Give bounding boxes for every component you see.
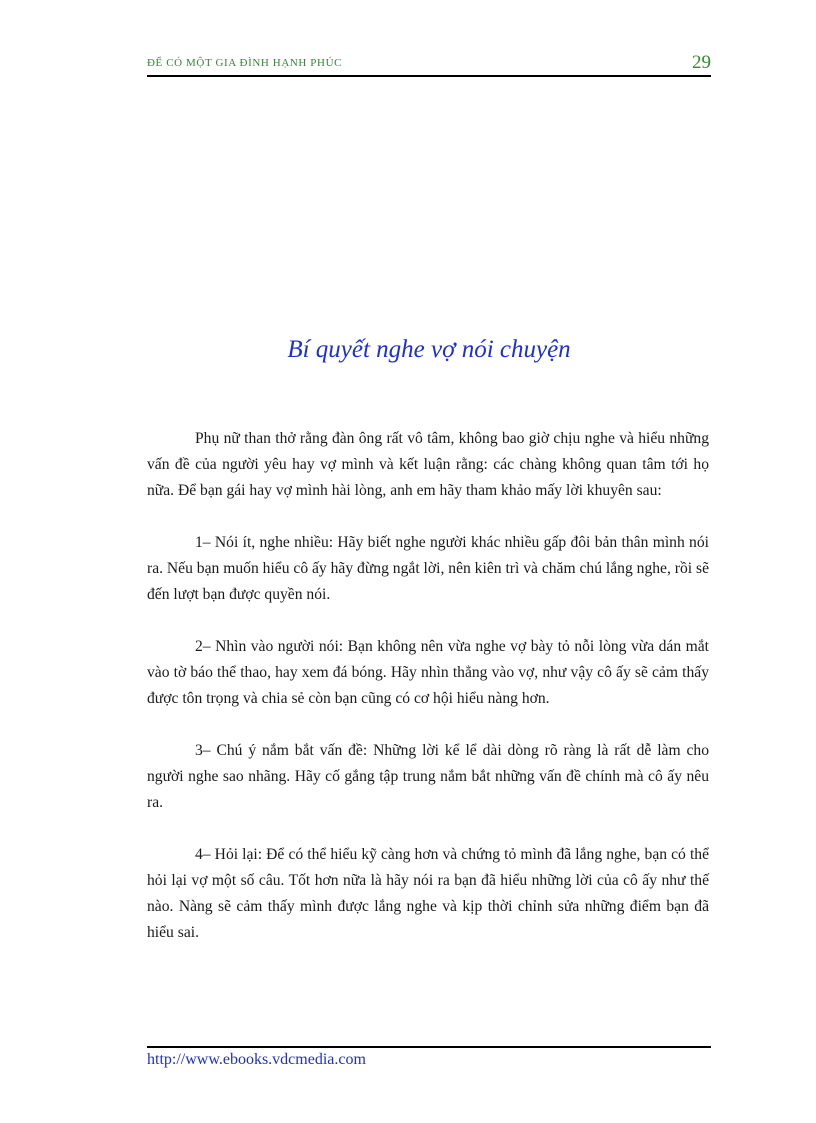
- chapter-title: Bí quyết nghe vợ nói chuyện: [287, 336, 571, 363]
- header-divider: [147, 75, 711, 77]
- intro-paragraph: Phụ nữ than thở rằng đàn ông rất vô tâm, không bao giờ chịu nghe và hiểu những vấn đề của người yêu hay vợ mình và kết luận rằng: các chàng không quan tâm tới họ nữa. Để bạn gái hay vợ mình hài lòng, anh em hãy tham khảo mấy lời khuyên sau:: [147, 430, 709, 499]
- page-header: [147, 52, 711, 76]
- page-number: 29: [692, 52, 711, 73]
- tip-paragraph-3: 3– Chú ý nắm bắt vấn đề: Những lời kể lể dài dòng rõ ràng là rất dễ làm cho người nghe sao nhãng. Hãy cố gắng tập trung nắm bắt những vấn đề chính mà cô ấy nêu ra.: [147, 742, 709, 811]
- tip-paragraph-4: 4– Hỏi lại: Để có thể hiểu kỹ càng hơn và chứng tỏ mình đã lắng nghe, bạn có thể hỏi lại vợ một số câu. Tốt hơn nữa là hãy nói ra bạn đã hiểu những lời của cô ấy như thế nào. Nàng sẽ cảm thấy mình được lắng nghe và kịp thời chỉnh sửa những điểm bạn đã hiểu sai.: [147, 846, 709, 941]
- tip-paragraph-2: 2– Nhìn vào người nói: Bạn không nên vừa nghe vợ bày tỏ nỗi lòng vừa dán mắt vào tờ báo thể thao, hay xem đá bóng. Hãy nhìn thẳng vào vợ, như vậy cô ấy sẽ cảm thấy được tôn trọng và chia sẻ còn bạn cũng có cơ hội hiểu nàng hơn.: [147, 638, 709, 707]
- footer-divider: [147, 1046, 711, 1048]
- footer-website-link[interactable]: http://www.ebooks.vdcmedia.com: [147, 1051, 366, 1068]
- tip-paragraph-1: 1– Nói ít, nghe nhiều: Hãy biết nghe người khác nhiều gấp đôi bản thân mình nói ra. Nếu bạn muốn hiểu cô ấy hãy đừng ngắt lời, nên kiên trì và chăm chú lắng nghe, rồi sẽ đến lượt bạn được quyền nói.: [147, 534, 709, 603]
- running-title: ĐỂ CÓ MỘT GIA ĐÌNH HẠNH PHÚC: [147, 57, 343, 69]
- article-body: [147, 426, 709, 972]
